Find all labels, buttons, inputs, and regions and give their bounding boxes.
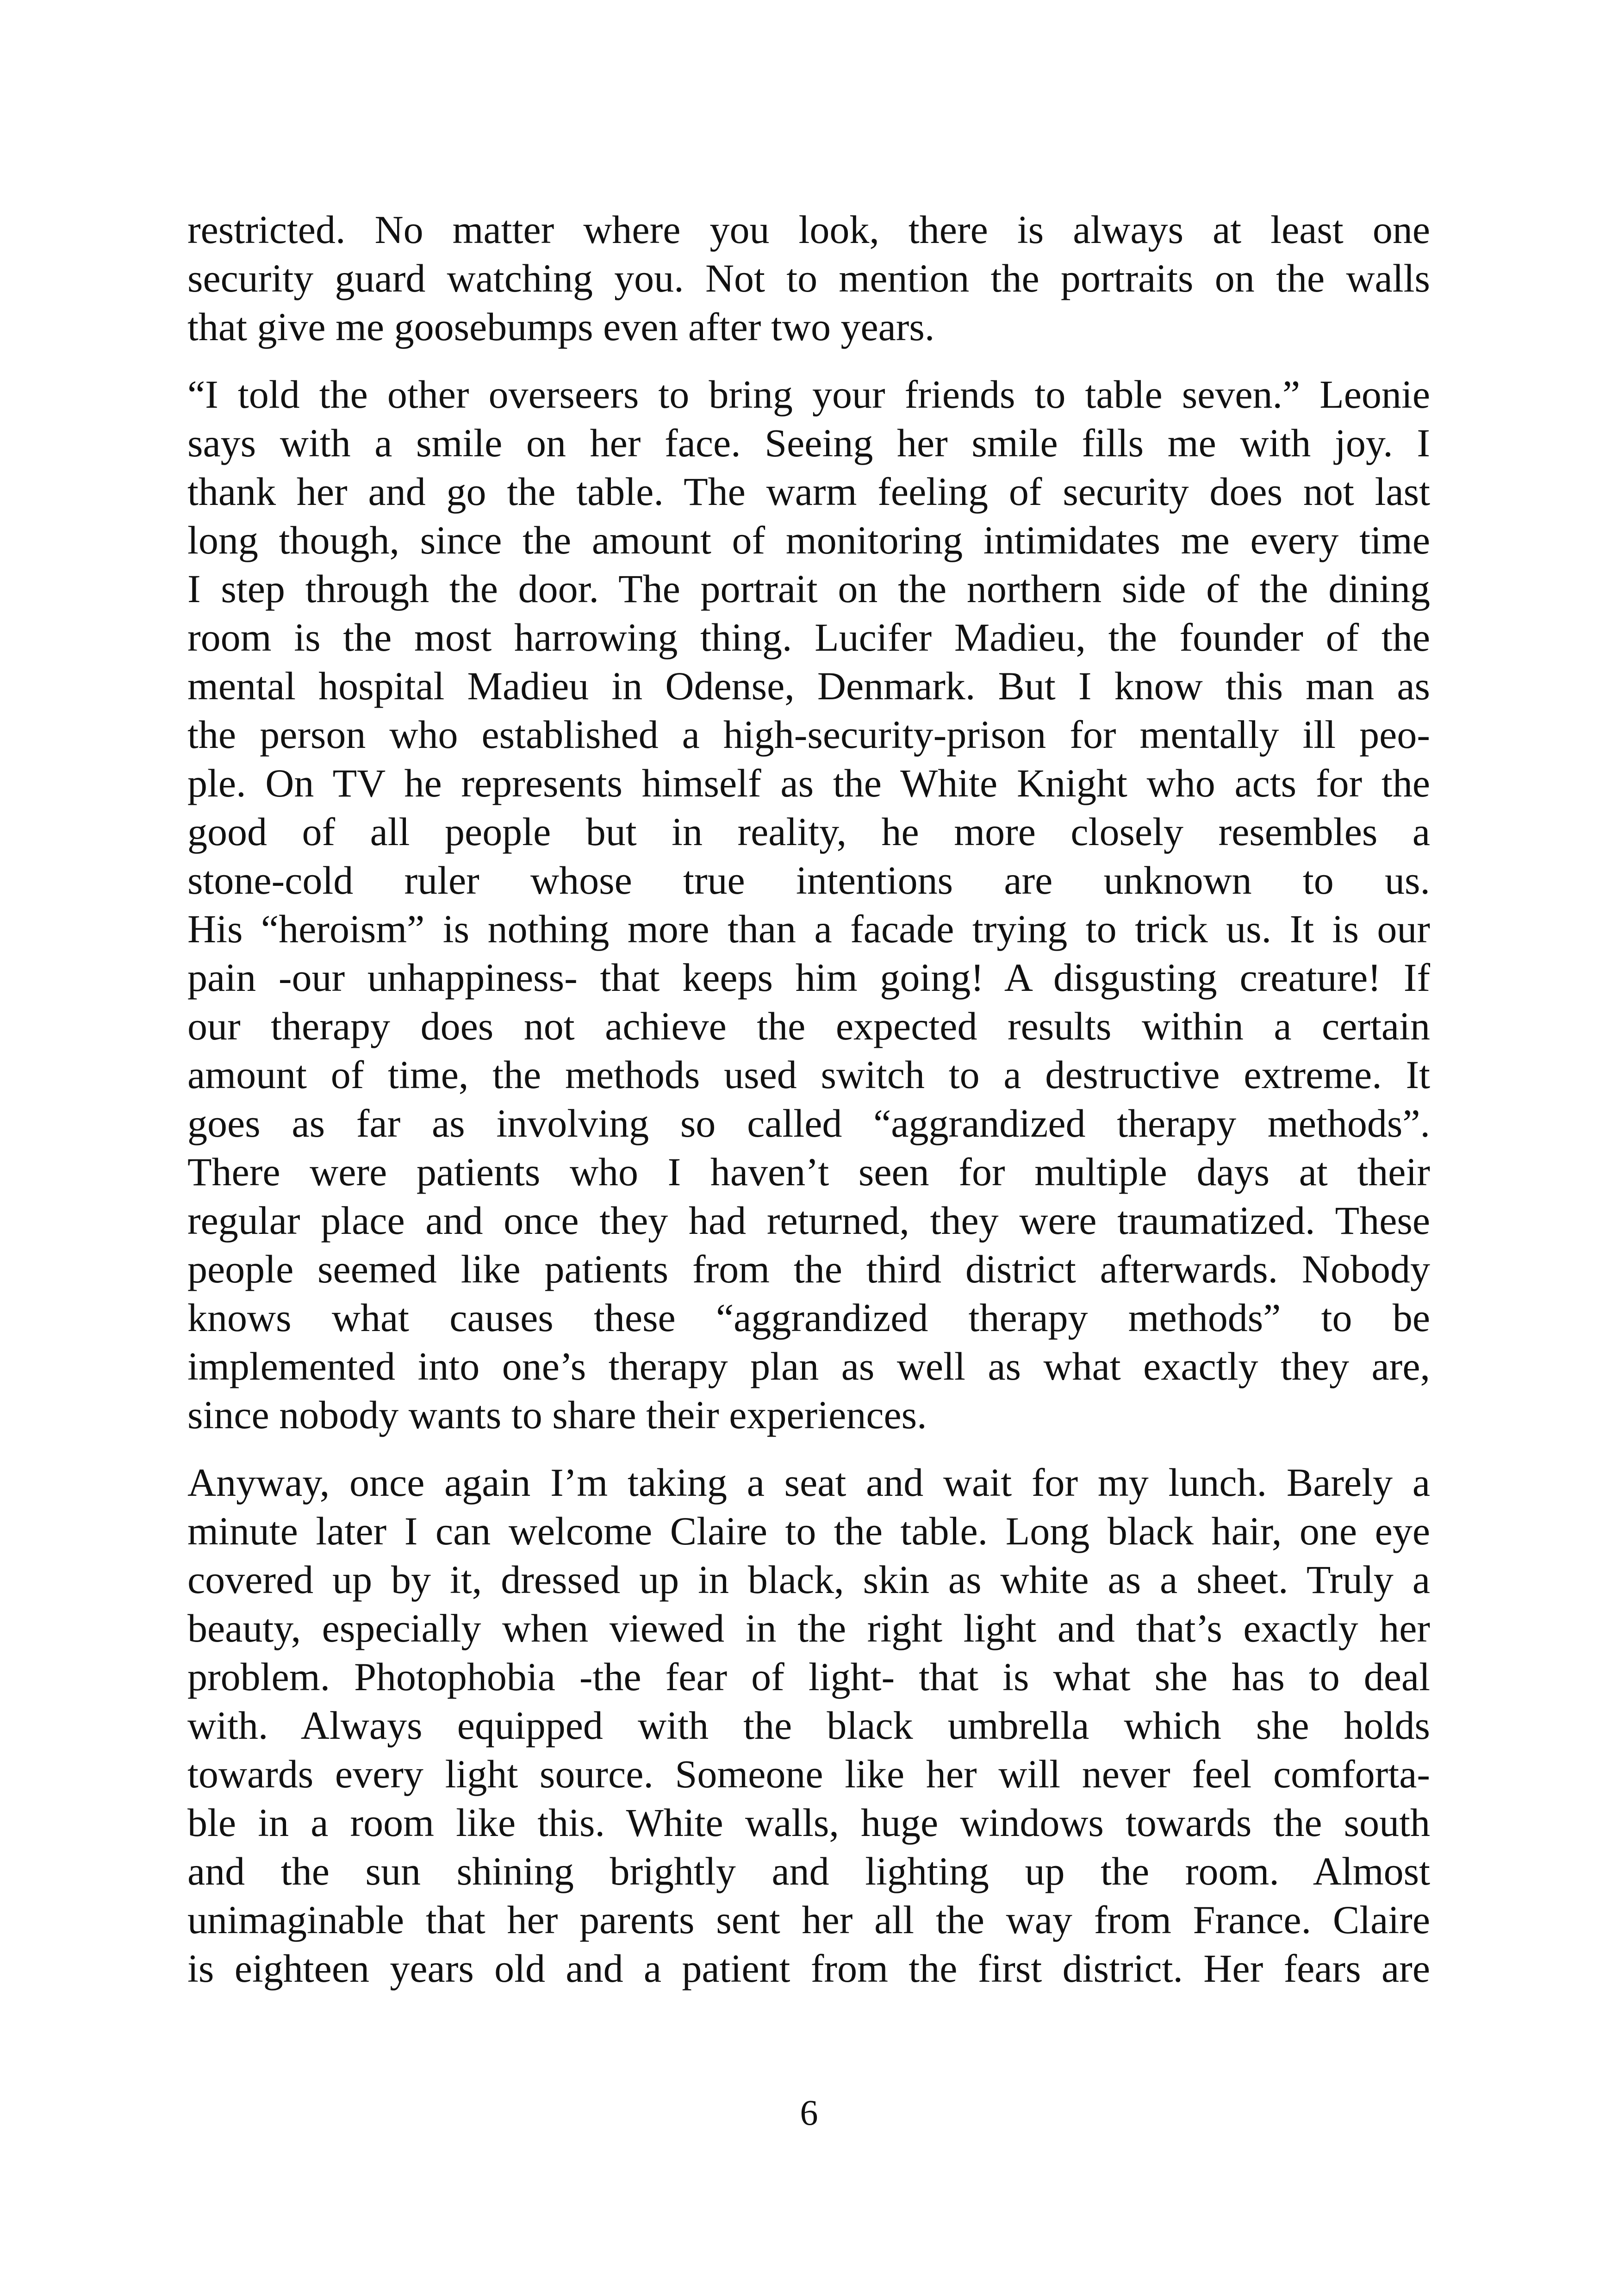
text-line: unimaginable that her parents sent her all the way from France. Claire [187, 1898, 1430, 1942]
text-line: our therapy does not achieve the expected results within a certain [187, 1004, 1430, 1048]
paragraph-3 [187, 1458, 1430, 1993]
text-line: ple. On TV he represents himself as the White Knight who acts for the [187, 761, 1430, 805]
text-line: stone-cold ruler whose true intentions are unknown to us. [187, 858, 1430, 902]
text-line: the person who established a high-security-prison for mentally ill peo- [187, 712, 1430, 757]
text-line: towards every light source. Someone like her will never feel comforta- [187, 1752, 1430, 1796]
text-line: restricted. No matter where you look, there is always at least one [187, 207, 1430, 252]
text-line: room is the most harrowing thing. Lucifer Madieu, the founder of the [187, 615, 1430, 660]
text-line: thank her and go the table. The warm feeling of security does not last [187, 469, 1430, 514]
text-line: since nobody wants to share their experiences. [187, 1393, 927, 1437]
text-line: regular place and once they had returned, they were traumatized. These [187, 1198, 1430, 1243]
text-line: and the sun shining brightly and lighting up the room. Almost [187, 1849, 1430, 1893]
text-line: is eighteen years old and a patient from the first district. Her fears are [187, 1946, 1430, 1991]
text-line: long though, since the amount of monitoring intimidates me every time [187, 518, 1430, 562]
body-text [187, 205, 1430, 2012]
text-line: mental hospital Madieu in Odense, Denmark. But I know this man as [187, 664, 1430, 708]
text-line: problem. Photophobia -the fear of light- that is what she has to deal [187, 1655, 1430, 1699]
text-line: There were patients who I haven’t seen for multiple days at their [187, 1150, 1430, 1194]
text-line: minute later I can welcome Claire to the table. Long black hair, one eye [187, 1509, 1430, 1553]
text-line: security guard watching you. Not to mention the portraits on the walls [187, 256, 1430, 300]
paragraph-2 [187, 370, 1430, 1439]
text-line: implemented into one’s therapy plan as well as what exactly they are, [187, 1344, 1430, 1388]
text-line: good of all people but in reality, he more closely resembles a [187, 809, 1430, 854]
text-line: Anyway, once again I’m taking a seat and wait for my lunch. Barely a [187, 1460, 1430, 1505]
text-line: beauty, especially when viewed in the right light and that’s exactly her [187, 1606, 1430, 1650]
text-line: “I told the other overseers to bring your friends to table seven.” Leonie [187, 372, 1430, 417]
text-line: people seemed like patients from the third district afterwards. Nobody [187, 1247, 1430, 1291]
text-line: pain -our unhappiness- that keeps him going! A disgusting creature! If [187, 955, 1430, 1000]
text-line: covered up by it, dressed up in black, skin as white as a sheet. Truly a [187, 1557, 1430, 1602]
page-number: 6 [800, 2092, 818, 2133]
text-line: ble in a room like this. White walls, huge windows towards the south [187, 1800, 1430, 1845]
text-line: amount of time, the methods used switch to a destructive extreme. It [187, 1052, 1430, 1097]
paragraph-1 [187, 205, 1430, 351]
text-line: that give me goosebumps even after two years. [187, 305, 935, 349]
text-line: His “heroism” is nothing more than a facade trying to trick us. It is our [187, 907, 1430, 951]
text-line: knows what causes these “aggrandized therapy methods” to be [187, 1295, 1430, 1340]
text-line: with. Always equipped with the black umbrella which she holds [187, 1703, 1430, 1748]
text-line: goes as far as involving so called “aggrandized therapy methods”. [187, 1101, 1430, 1145]
text-line: says with a smile on her face. Seeing her smile fills me with joy. I [187, 421, 1430, 465]
text-line: I step through the door. The portrait on the northern side of the dining [187, 566, 1430, 611]
